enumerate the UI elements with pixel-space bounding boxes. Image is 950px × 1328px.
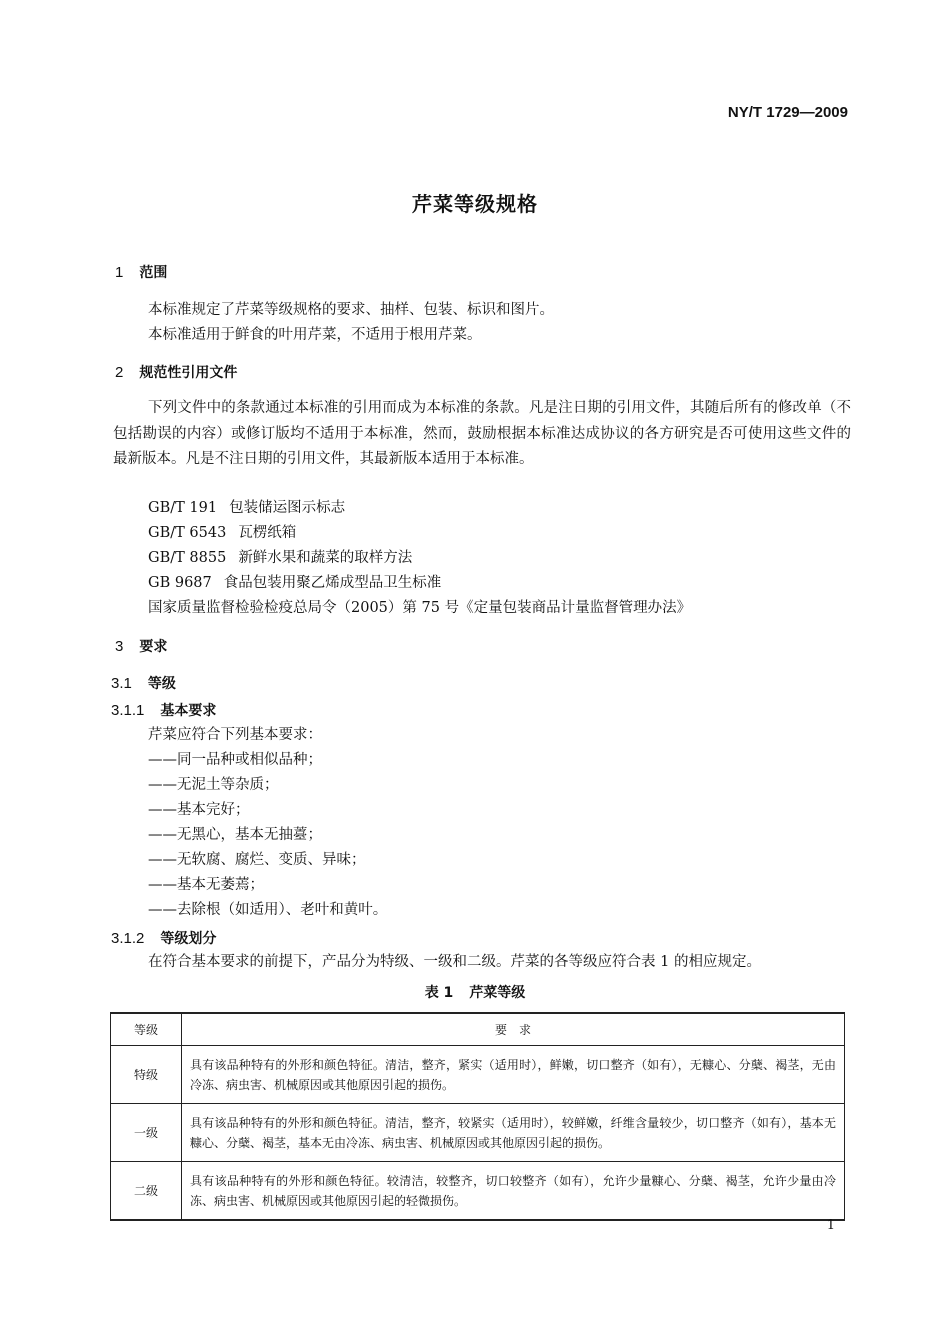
reference-code: GB 9687: [148, 575, 212, 591]
reference-item: [148, 546, 412, 571]
reference-name: 食品包装用聚乙烯成型品卫生标准: [223, 575, 442, 591]
section-title: 等级: [147, 676, 176, 692]
scope-line-2: 本标准适用于鲜食的叶用芹菜，不适用于根用芹菜。: [148, 327, 482, 343]
section-number: 2: [115, 364, 124, 381]
table-row: [111, 1104, 845, 1162]
requirement-cell: 具有该品种特有的外形和颜色特征。清洁，整齐，紧实（适用时），鲜嫩，切口整齐（如有），无糠心、分蘖、褐茎，无由冷冻、病虫害、机械原因或其他原因引起的损伤。: [182, 1046, 845, 1104]
grade-cell: 特级: [111, 1046, 182, 1104]
requirement-item: ——基本完好；: [148, 802, 250, 818]
reference-code: GB/T 8855: [148, 550, 227, 566]
reference-item: [148, 496, 345, 521]
reference-code: GB/T 6543: [148, 525, 227, 541]
section-title: 规范性引用文件: [139, 365, 238, 381]
reference-code: GB/T 191: [148, 500, 218, 516]
section-3-heading: [115, 636, 167, 656]
section-number: 3.1.2: [111, 930, 145, 947]
page-title: 芹菜等级规格: [412, 192, 538, 216]
requirement-item: ——无泥土等杂质；: [148, 777, 279, 793]
scope-line-1: 本标准规定了芹菜等级规格的要求、抽样、包装、标识和图片。: [148, 302, 554, 318]
section-1-heading: [115, 262, 167, 282]
table-header-row: [111, 1013, 845, 1046]
section-title: 范围: [139, 265, 168, 281]
reference-name: 包装储运图示标志: [229, 500, 346, 516]
section-3-1-1-heading: [111, 700, 216, 720]
requirement-cell: 具有该品种特有的外形和颜色特征。清洁，整齐，较紧实（适用时），较鲜嫩，纤维含量较少，切口整齐（如有），基本无糠心、分蘖、褐茎，基本无由冷冻、病虫害、机械原因或其他原因引起的损伤。: [182, 1104, 845, 1162]
requirement-item: ——基本无萎蔫；: [148, 877, 264, 893]
requirement-item: ——同一品种或相似品种；: [148, 752, 322, 768]
page-number: 1: [826, 1218, 835, 1233]
section-title: 等级划分: [160, 931, 217, 947]
section-title: 基本要求: [160, 703, 217, 719]
section-title: 要求: [139, 639, 168, 655]
section-number: 3.1.1: [111, 702, 145, 719]
standard-number: NY/T 1729—2009: [727, 104, 848, 121]
section-number: 1: [115, 264, 124, 281]
table-caption-title: 芹菜等级: [469, 985, 526, 1001]
reference-item: [148, 571, 441, 596]
requirement-item: ——去除根（如适用）、老叶和黄叶。: [148, 902, 388, 918]
section-3-1-heading: [111, 673, 176, 693]
grade-division-paragraph: 在符合基本要求的前提下，产品分为特级、一级和二级。芹菜的各等级应符合表 1 的相应规定。: [148, 954, 761, 970]
reference-regulation: 国家质量监督检验检疫总局令（2005）第 75 号《定量包装商品计量监督管理办法》: [148, 600, 692, 616]
header-requirements: 要 求: [182, 1013, 845, 1046]
table-row: [111, 1162, 845, 1221]
reference-item: [148, 521, 296, 546]
section-number: 3: [115, 638, 124, 655]
table-caption: [0, 982, 950, 1002]
requirement-cell: 具有该品种特有的外形和颜色特征。较清洁，较整齐，切口较整齐（如有），允许少量糠心、分蘖、褐茎，允许少量由冷冻、病虫害、机械原因或其他原因引起的轻微损伤。: [182, 1162, 845, 1221]
section-number: 3.1: [111, 675, 132, 692]
table-row: [111, 1046, 845, 1104]
normative-references-paragraph: 下列文件中的条款通过本标准的引用而成为本标准的条款。凡是注日期的引用文件，其随后所有的修改单（不包括勘误的内容）或修订版均不适用于本标准，然而，鼓励根据本标准达成协议的各方研究是否可使用这些文件的最新版本。凡是不注日期的引用文件，其最新版本适用于本标准。: [113, 400, 851, 467]
requirement-item: ——无黑心，基本无抽薹；: [148, 827, 322, 843]
requirement-item: ——无软腐、腐烂、变质、异味；: [148, 852, 366, 868]
grade-cell: 二级: [111, 1162, 182, 1221]
grade-table: [110, 1012, 845, 1221]
section-2-heading: [115, 362, 237, 382]
reference-name: 瓦楞纸箱: [238, 525, 297, 541]
header-grade: 等级: [111, 1013, 182, 1046]
basic-requirements-intro: 芹菜应符合下列基本要求：: [148, 727, 322, 743]
reference-name: 新鲜水果和蔬菜的取样方法: [238, 550, 413, 566]
section-3-1-2-heading: [111, 928, 216, 948]
grade-cell: 一级: [111, 1104, 182, 1162]
table-caption-number: 表 1: [424, 985, 454, 1001]
